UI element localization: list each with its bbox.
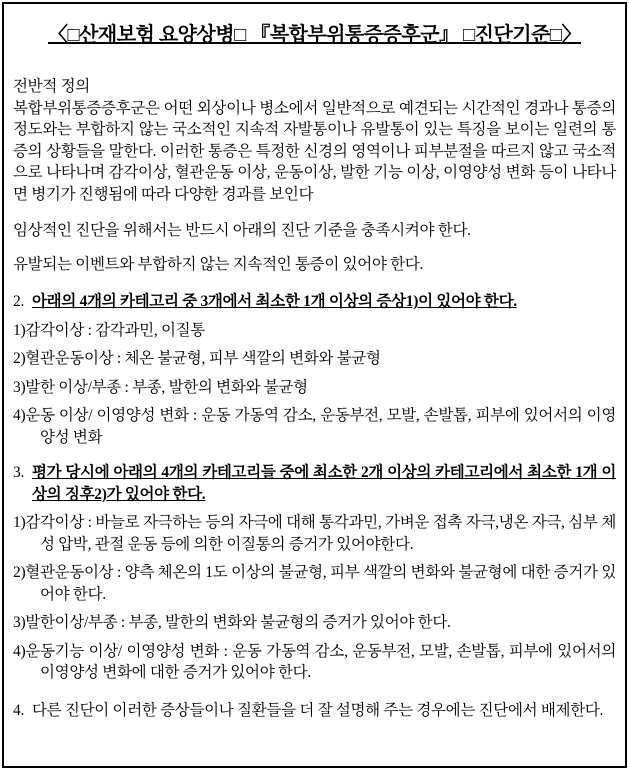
section-2-item-sudomotor-edema: 3)발한 이상/부종 : 부종, 발한의 변화와 불균형 — [13, 378, 308, 396]
section-2 — [13, 291, 616, 313]
section-2-item-vasomotor: 2)혈관운동이상 : 체온 불균형, 피부 색깔의 변화와 불균형 — [13, 350, 381, 367]
document-page — [2, 2, 627, 768]
section-3-items — [13, 512, 616, 684]
section-4 — [13, 700, 616, 722]
section-2-item-sensory: 1)감각이상 : 감각과민, 이질통 — [13, 321, 206, 339]
section-3-item-motor-trophic: 4)운동기능 이상/ 이영양성 변화 : 운동 가동역 감소, 운동부전, 모발, 손발톱, 피부에 있어서의 이영양성 변화에 대한 증거가 있어야 한다. — [13, 642, 616, 681]
section-3-item-sensory: 1)감각이상 : 바늘로 자극하는 등의 자극에 대해 통각과민, 가벼운 접촉 자극,냉온 자극, 심부 체성 압박, 관절 운동 등에 의한 이질통의 증거가 있어야한다. — [13, 514, 616, 553]
document-title — [13, 18, 616, 47]
document-title-text: 〈□산재보험 요양상병□ 『복합부위통증증후군』 □진단기준□〉 — [47, 24, 582, 46]
section-3-heading: 평가 당시에 아래의 4개의 카테고리들 중에 최소한 2개 이상의 카테고리에서 최소한 1개 이상의 징후2)가 있어야 한다. — [32, 464, 616, 503]
section-3-item-sudomotor-edema: 3)발한이상/부종 : 부종, 발한의 변화와 불균형의 증거가 있어야 한다. — [13, 614, 451, 631]
section-2-number: 2. — [13, 293, 25, 310]
section-4-number: 4. — [13, 701, 25, 719]
clinical-diagnosis-note: 임상적인 진단을 위해서는 반드시 아래의 진단 기준을 충족시켜야 한다. — [13, 222, 471, 239]
section-3 — [13, 462, 616, 505]
section-3-item-vasomotor: 2)혈관운동이상 : 양측 체온의 1도 이상의 불균형, 피부 색깔의 변화와 불균형에 대한 증거가 있어야 한다. — [13, 564, 616, 603]
definition-paragraph: 복합부위통증증후군은 어떤 외상이나 병소에서 일반적으로 예견되는 시간적인 경과나 통증의 정도와는 부합하지 않는 국소적인 지속적 자발통이나 유발통이 있는 특징을 보이는 일련의 통증의 상황들을 말한다. 이러한 통증은 특정한 신경의 영역이나 피부분절을 따르지 않고 국소적으로 나타나며 감각이상, 혈관운동 이상, 운동이상, 발한 기능 이상, 이영양성 변화 등이 나타나면 병기가 진행됨에 따라 다양한 경과를 보인다 — [13, 99, 616, 203]
section-4-text: 다른 진단이 이러한 증상들이나 질환들을 더 잘 설명해 주는 경우에는 진단에서 배제한다. — [32, 701, 604, 719]
section-2-items — [13, 320, 616, 449]
section-2-item-motor-trophic: 4)운동 이상/ 이영양성 변화 : 운동 가동역 감소, 운동부전, 모발, 손발톱, 피부에 있어서의 이영양성 변화 — [13, 407, 616, 446]
section-2-heading: 아래의 4개의 카테고리 중 3개에서 최소한 1개 이상의 증상1)이 있어야 한다. — [32, 293, 517, 310]
section-3-number: 3. — [13, 464, 25, 481]
definition-heading: 전반적 정의 — [13, 78, 90, 95]
criterion-persistent-pain: 유발되는 이벤트와 부합하지 않는 지속적인 통증이 있어야 한다. — [13, 255, 424, 273]
